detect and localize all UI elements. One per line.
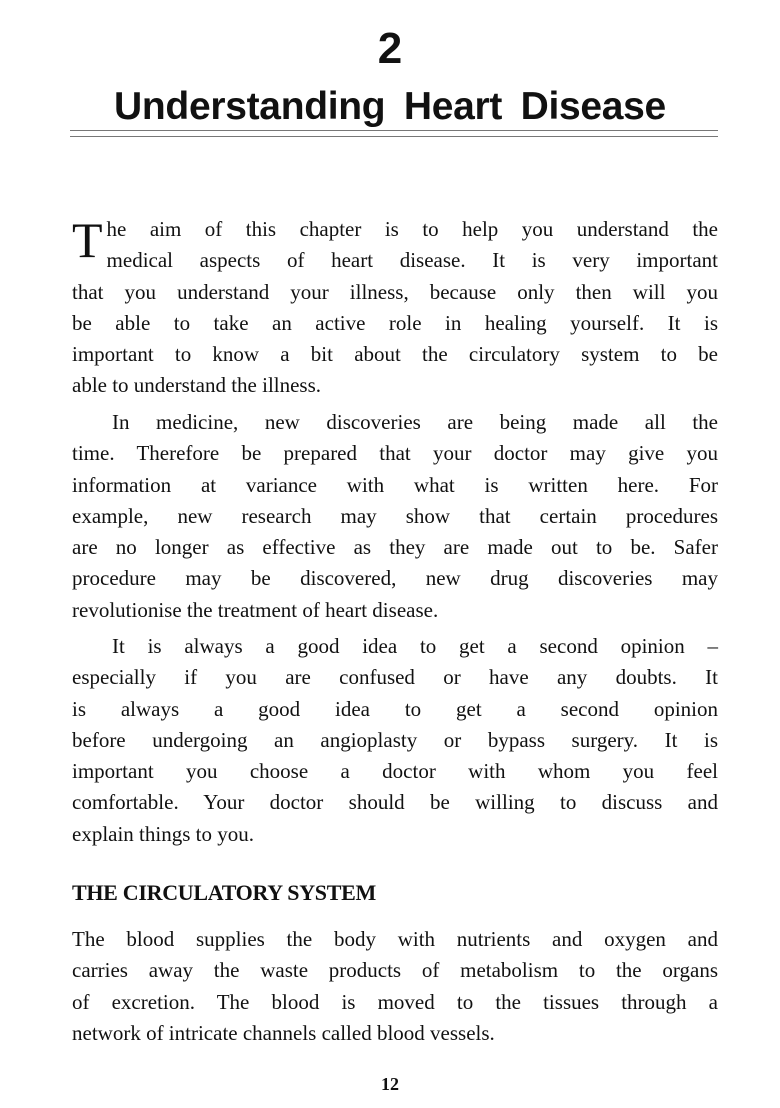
text-line: procedure may be discovered, new drug discoveries may [72, 566, 718, 591]
text-line: before undergoing an angioplasty or bypass surgery. It is [72, 727, 718, 752]
text-line: example, new research may show that certain procedures [72, 503, 718, 528]
text-line: It is always a good idea to get a second opinion – [112, 634, 718, 658]
text-line: comfortable. Your doctor should be willing to discuss and [72, 790, 718, 815]
title-rule-bottom [70, 136, 718, 137]
text-line: important to know a bit about the circulatory system to be [72, 342, 718, 367]
text-line: network of intricate channels called blood vessels. [72, 1020, 495, 1045]
page-number: 12 [381, 1074, 399, 1094]
title-rule-top [70, 130, 718, 131]
text-line: be able to take an active role in healing yourself. It is [72, 310, 718, 335]
text-line: of excretion. The blood is moved to the tissues through a [72, 989, 718, 1014]
text-line: are no longer as effective as they are made out to be. Safer [72, 535, 718, 560]
section-heading: THE CIRCULATORY SYSTEM [72, 880, 376, 905]
drop-cap: T [72, 212, 103, 268]
text-line: able to understand the illness. [72, 373, 322, 398]
paragraph-3 [72, 631, 718, 850]
text-line: important you choose a doctor with whom you feel [72, 759, 718, 784]
paragraph-2 [72, 407, 718, 626]
text-line: carries away the waste products of metabolism to the organs [72, 958, 718, 983]
text-line: he aim of this chapter is to help you understand the [106, 217, 718, 241]
text-line: The blood supplies the body with nutrients and oxygen and [72, 927, 718, 951]
chapter-title: Understanding Heart Disease [114, 85, 666, 128]
text-line: especially if you are confused or have any doubts. It [72, 665, 718, 690]
text-line: that you understand your illness, because only then will you [72, 279, 718, 304]
text-line: explain things to you. [72, 821, 254, 846]
text-line: information at variance with what is written here. For [72, 472, 718, 497]
text-line: revolutionise the treatment of heart disease. [72, 597, 439, 622]
text-line: In medicine, new discoveries are being made all the [112, 410, 718, 434]
chapter-number: 2 [377, 24, 403, 73]
text-line: medical aspects of heart disease. It is very important [106, 248, 718, 273]
text-line: time. Therefore be prepared that your doctor may give you [72, 441, 718, 466]
text-line: is always a good idea to get a second opinion [72, 696, 718, 721]
section-paragraph [72, 924, 718, 1049]
paragraph-1 [72, 214, 718, 402]
